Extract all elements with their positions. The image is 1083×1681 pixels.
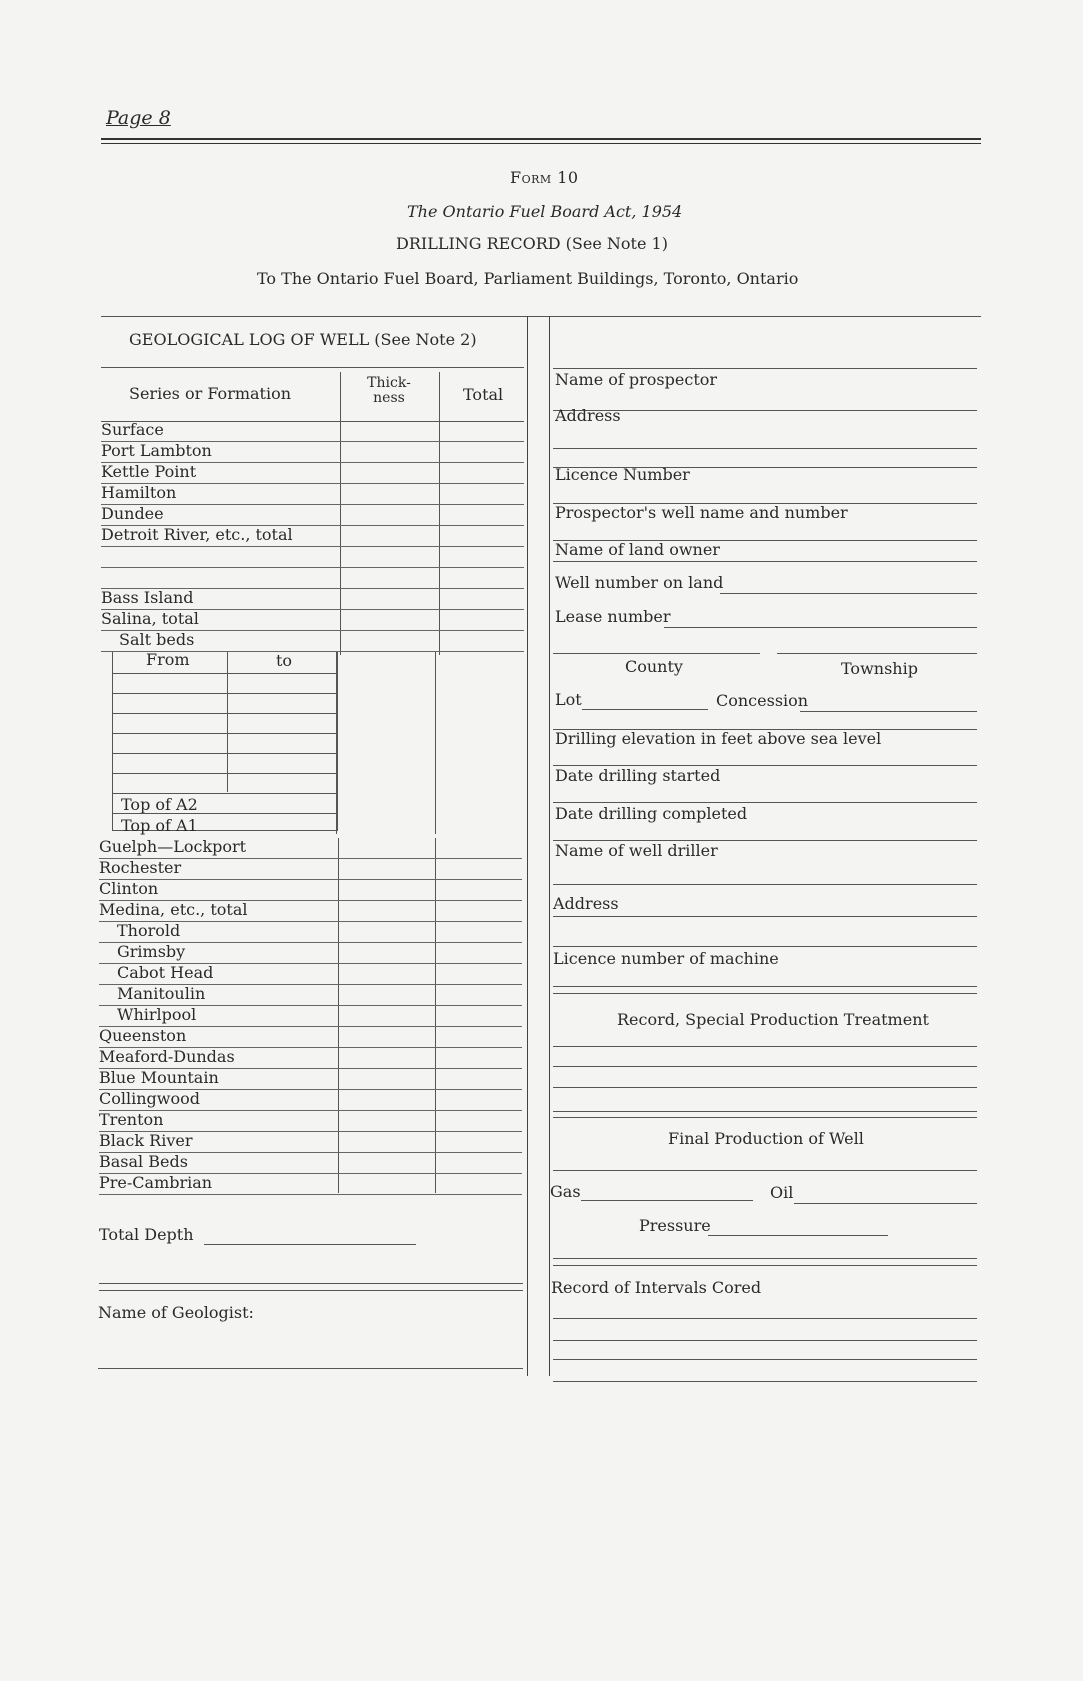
formation-label: Trenton bbox=[99, 1110, 164, 1129]
total-depth-label: Total Depth bbox=[99, 1225, 194, 1244]
driller-field[interactable] bbox=[553, 884, 977, 885]
driller-label: Name of well driller bbox=[555, 841, 718, 860]
table-row bbox=[99, 838, 522, 859]
table-row bbox=[99, 985, 522, 1006]
col-total: Total bbox=[463, 385, 504, 404]
geologist-label: Name of Geologist: bbox=[98, 1303, 254, 1322]
formation-label: Salt beds bbox=[119, 630, 195, 649]
address2-field[interactable] bbox=[553, 946, 977, 947]
page-label: Page 8 bbox=[106, 107, 171, 129]
salt-row-line bbox=[112, 793, 336, 794]
formation-label: Pre-Cambrian bbox=[99, 1173, 213, 1192]
table-row bbox=[99, 880, 522, 901]
lot-label: Lot bbox=[555, 690, 582, 709]
table-row bbox=[101, 442, 524, 463]
formation-label: Kettle Point bbox=[101, 462, 197, 481]
header-rule-1 bbox=[101, 138, 981, 140]
geolog-title: GEOLOGICAL LOG OF WELL (See Note 2) bbox=[129, 330, 477, 349]
machine-licence-field[interactable] bbox=[553, 986, 977, 987]
date-started-field[interactable] bbox=[553, 802, 977, 803]
county-label: County bbox=[625, 657, 683, 676]
pressure-field[interactable] bbox=[708, 1235, 888, 1236]
formation-label: Dundee bbox=[101, 504, 164, 523]
address-label: Address bbox=[555, 406, 621, 425]
salt-row-line bbox=[112, 813, 336, 814]
formation-label: Bass Island bbox=[101, 588, 194, 607]
table-row bbox=[99, 1153, 522, 1174]
geolog-header-rule bbox=[101, 367, 524, 368]
formation-label: Rochester bbox=[99, 858, 182, 877]
township-field[interactable] bbox=[777, 653, 977, 654]
table-row bbox=[99, 922, 522, 943]
table-row bbox=[101, 505, 524, 526]
special-treatment-label: Record, Special Production Treatment bbox=[617, 1010, 929, 1029]
table-row bbox=[99, 943, 522, 964]
final-production-field[interactable] bbox=[553, 1170, 977, 1171]
elevation-label: Drilling elevation in feet above sea level bbox=[555, 729, 882, 748]
township-label: Township bbox=[841, 659, 918, 678]
salt-row-line bbox=[112, 753, 336, 754]
address2-label: Address bbox=[553, 894, 619, 913]
formation-label: Surface bbox=[101, 420, 164, 439]
formation-label: Detroit River, etc., total bbox=[101, 525, 293, 544]
address2-field[interactable] bbox=[553, 916, 977, 917]
top-rule bbox=[101, 316, 981, 317]
gas-field[interactable] bbox=[581, 1200, 753, 1201]
special-treatment-field[interactable] bbox=[553, 1087, 977, 1088]
table-row bbox=[99, 901, 522, 922]
formation-label: Hamilton bbox=[101, 483, 177, 502]
table-row bbox=[99, 1048, 522, 1069]
formation-label: Grimsby bbox=[117, 942, 186, 961]
intervals-cored-label: Record of Intervals Cored bbox=[551, 1278, 762, 1297]
special-treatment-field[interactable] bbox=[553, 1117, 977, 1118]
concession-field[interactable] bbox=[800, 711, 977, 712]
formation-label: Whirlpool bbox=[117, 1005, 197, 1024]
geologist-field[interactable] bbox=[98, 1368, 523, 1369]
geolog-rule bbox=[99, 1283, 523, 1284]
table-row bbox=[101, 421, 524, 442]
formation-label: Blue Mountain bbox=[99, 1068, 219, 1087]
salt-row-line bbox=[112, 773, 336, 774]
licence-label: Licence Number bbox=[555, 465, 690, 484]
table-row bbox=[101, 568, 524, 589]
table-row bbox=[99, 859, 522, 880]
oil-label: Oil bbox=[770, 1183, 794, 1202]
formation-label: Clinton bbox=[99, 879, 159, 898]
table-row bbox=[101, 589, 524, 610]
formation-label: Thorold bbox=[117, 921, 181, 940]
formation-label: Basal Beds bbox=[99, 1152, 188, 1171]
right-rule bbox=[553, 368, 977, 369]
right-rule bbox=[553, 1258, 977, 1259]
special-treatment-field[interactable] bbox=[553, 1066, 977, 1067]
table-row bbox=[99, 964, 522, 985]
table-row bbox=[99, 1069, 522, 1090]
table-row bbox=[101, 547, 524, 568]
date-started-label: Date drilling started bbox=[555, 766, 721, 785]
center-divider-1 bbox=[527, 316, 528, 1376]
addressee: To The Ontario Fuel Board, Parliament Buildings, Toronto, Ontario bbox=[257, 269, 799, 288]
date-completed-label: Date drilling completed bbox=[555, 804, 748, 823]
machine-licence-label: Licence number of machine bbox=[553, 949, 779, 968]
salt-total-left bbox=[336, 652, 337, 834]
table-row bbox=[99, 1132, 522, 1153]
salt-row-line bbox=[112, 713, 336, 714]
formation-label: Manitoulin bbox=[117, 984, 206, 1003]
table-row bbox=[99, 1006, 522, 1027]
prospector-label: Name of prospector bbox=[555, 370, 718, 389]
geolog-rule bbox=[99, 1290, 523, 1291]
special-treatment-field[interactable] bbox=[553, 1046, 977, 1047]
formation-label: Port Lambton bbox=[101, 441, 212, 460]
land-owner-field[interactable] bbox=[553, 561, 977, 562]
header-rule-2 bbox=[101, 143, 981, 144]
table-row bbox=[99, 1027, 522, 1048]
concession-label: Concession bbox=[716, 691, 809, 710]
formation-label: Cabot Head bbox=[117, 963, 214, 982]
lease-number-label: Lease number bbox=[555, 607, 671, 626]
formation-label: Queenston bbox=[99, 1026, 187, 1045]
top-a1-label: Top of A1 bbox=[121, 816, 198, 835]
final-production-label: Final Production of Well bbox=[668, 1129, 864, 1148]
land-owner-label: Name of land owner bbox=[555, 540, 720, 559]
lot-field[interactable] bbox=[582, 709, 708, 710]
col-from: From bbox=[146, 650, 190, 669]
formation-label: Meaford-Dundas bbox=[99, 1047, 235, 1066]
table-row bbox=[99, 1174, 522, 1195]
salt-row-line bbox=[112, 733, 336, 734]
record-title: DRILLING RECORD (See Note 1) bbox=[396, 234, 668, 253]
table-row bbox=[101, 484, 524, 505]
formation-label: Guelph—Lockport bbox=[99, 837, 247, 856]
top-a2-label: Top of A2 bbox=[121, 795, 198, 814]
table-row bbox=[101, 463, 524, 484]
formation-label: Black River bbox=[99, 1131, 193, 1150]
special-treatment-field[interactable] bbox=[553, 1111, 977, 1112]
col-thickness: Thick-ness bbox=[367, 375, 411, 406]
col-series: Series or Formation bbox=[129, 384, 292, 403]
well-name-label: Prospector's well name and number bbox=[555, 503, 848, 522]
salt-row-line bbox=[112, 693, 336, 694]
formation-label: Medina, etc., total bbox=[99, 900, 248, 919]
county-field[interactable] bbox=[553, 653, 760, 654]
intervals-cored-field[interactable] bbox=[553, 1318, 977, 1319]
well-number-land-field[interactable] bbox=[720, 593, 977, 594]
formation-label: Collingwood bbox=[99, 1089, 200, 1108]
salt-row-line bbox=[112, 673, 336, 674]
col-to: to bbox=[276, 651, 293, 670]
well-number-land-label: Well number on land bbox=[555, 573, 724, 592]
oil-field[interactable] bbox=[794, 1203, 977, 1204]
table-row bbox=[99, 1090, 522, 1111]
lease-number-field[interactable] bbox=[664, 627, 977, 628]
form-number: Form 10 bbox=[510, 168, 579, 187]
right-rule bbox=[553, 1265, 977, 1266]
table-row bbox=[101, 610, 524, 631]
total-depth-field[interactable] bbox=[204, 1244, 416, 1245]
center-divider-2 bbox=[549, 316, 550, 1376]
intervals-cored-field[interactable] bbox=[553, 1381, 977, 1382]
table-row bbox=[101, 631, 524, 652]
intervals-cored-field[interactable] bbox=[553, 1359, 977, 1360]
gas-label: Gas bbox=[550, 1182, 581, 1201]
formation-label: Salina, total bbox=[101, 609, 199, 628]
table-row bbox=[101, 526, 524, 547]
table-row bbox=[99, 1111, 522, 1132]
act-title: The Ontario Fuel Board Act, 1954 bbox=[407, 202, 683, 221]
address-field[interactable] bbox=[553, 448, 977, 449]
intervals-cored-field[interactable] bbox=[553, 1340, 977, 1341]
salt-total-right bbox=[435, 652, 436, 834]
right-rule bbox=[553, 993, 977, 994]
pressure-label: Pressure bbox=[639, 1216, 711, 1235]
